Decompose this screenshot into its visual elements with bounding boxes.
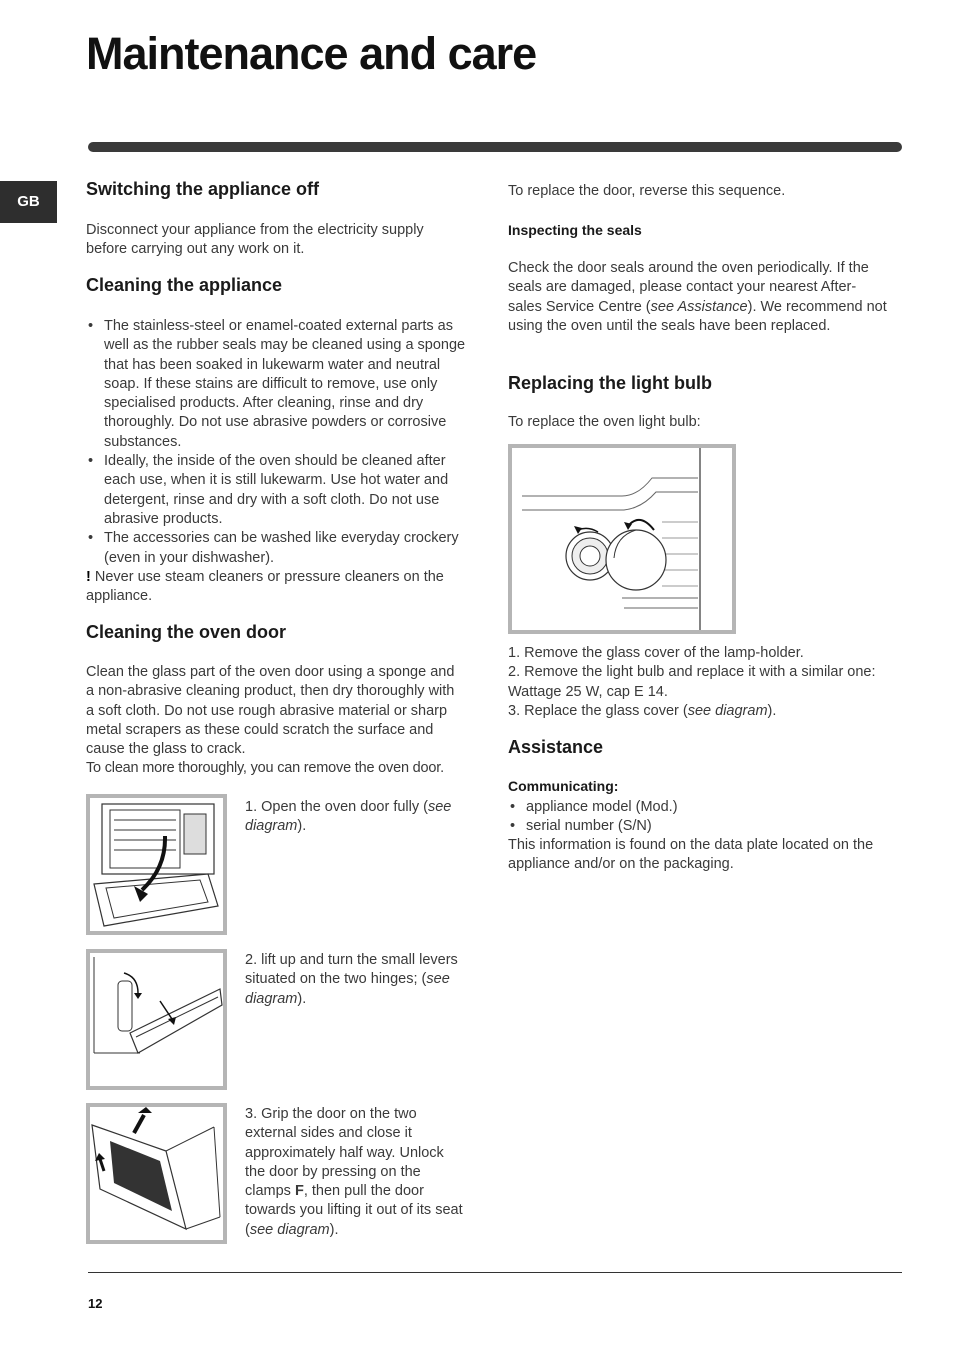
seals-heading: Inspecting the seals (508, 222, 642, 238)
assistance-text: This information is found on the data plate located on the appliance and/or on the packaging. (508, 837, 874, 873)
door-removal-diagram (86, 1103, 227, 1244)
list-item: • The accessories can be washed like everyday crockery (even in your dishwasher). (86, 529, 466, 568)
cleaning-list (86, 317, 466, 568)
hinge-lever-illustration (90, 953, 223, 1086)
switching-heading: Switching the appliance off (86, 179, 320, 199)
bulb-step-2: 2. Remove the light bulb and replace it with a similar one: Wattage 25 W, cap E 14. (508, 664, 876, 700)
page-number: 12 (88, 1296, 103, 1311)
warning-icon: ! (86, 569, 91, 585)
list-item: • The stainless-steel or enamel-coated external parts as well as the rubber seals may be cleaned using a sponge that has been soaked in lukewarm water and neutral soap. If these stains are difficult to remove, use only specialised products. After cleaning, rinse and dry thoroughly. Do not use abrasive powders or corrosive substances. (86, 317, 466, 452)
bulb-heading: Replacing the light bulb (508, 373, 712, 393)
cleaning-heading: Cleaning the appliance (86, 275, 283, 295)
door-heading: Cleaning the oven door (86, 622, 287, 642)
footer-divider (88, 1272, 902, 1273)
language-tab: GB (0, 181, 57, 223)
title-divider (88, 142, 902, 152)
door-note: To clean more thoroughly, you can remove the oven door. (86, 760, 444, 776)
switching-text: Disconnect your appliance from the electricity supply before carrying out any work on it. (86, 222, 424, 258)
door-open-diagram (86, 794, 227, 935)
assistance-heading: Assistance (508, 737, 604, 757)
light-bulb-diagram (508, 444, 736, 634)
door-removal-illustration (90, 1107, 223, 1240)
lamp-holder-illustration (512, 448, 732, 630)
oven-door-open-illustration (90, 798, 223, 931)
door-step-3: 3. Grip the door on the two external sides and close it approximately half way. Unlock the door by pressing on the clamps F, then pull the door towards you lifting it out of its seat (see diagram). (245, 1106, 463, 1238)
bulb-intro: To replace the oven light bulb: (508, 414, 701, 430)
bulb-step-1: 1. Remove the glass cover of the lamp-holder. (508, 645, 804, 661)
list-item: • Ideally, the inside of the oven should be cleaned after each use, when it is still lukewarm. Use hot water and detergent, rinse and dry with a soft cloth. Do not use abrasive products. (86, 452, 466, 529)
door-step-1: 1. Open the oven door fully (see diagram). (245, 799, 452, 835)
warning-text: Never use steam cleaners or pressure cleaners on the appliance. (86, 569, 444, 605)
door-replace-text: To replace the door, reverse this sequence. (508, 183, 786, 199)
hinge-lever-diagram (86, 949, 227, 1090)
assistance-list (508, 798, 888, 837)
door-text: Clean the glass part of the oven door using a sponge and a non-abrasive cleaning product, then dry thoroughly with a soft cloth. Do not use rough abrasive material or sharp metal scrapers as these could scratch the surface and cause the glass to crack. (86, 664, 455, 758)
cleaning-warning (86, 568, 466, 607)
assistance-sub: Communicating: (508, 778, 619, 794)
bulb-step-3: 3. Replace the glass cover (see diagram). (508, 702, 777, 719)
list-item: • serial number (S/N) (508, 817, 888, 836)
page-title: Maintenance and care (86, 28, 537, 79)
seals-text: Check the door seals around the oven periodically. If the seals are damaged, please contact your nearest After-sales Service Centre (see Assistance). We recommend not using the oven until the seals have been replaced. (508, 260, 887, 334)
door-step-2: 2. lift up and turn the small levers situated on the two hinges; (see diagram). (245, 952, 458, 1007)
list-item: • appliance model (Mod.) (508, 798, 888, 817)
bulb-steps (508, 644, 888, 721)
